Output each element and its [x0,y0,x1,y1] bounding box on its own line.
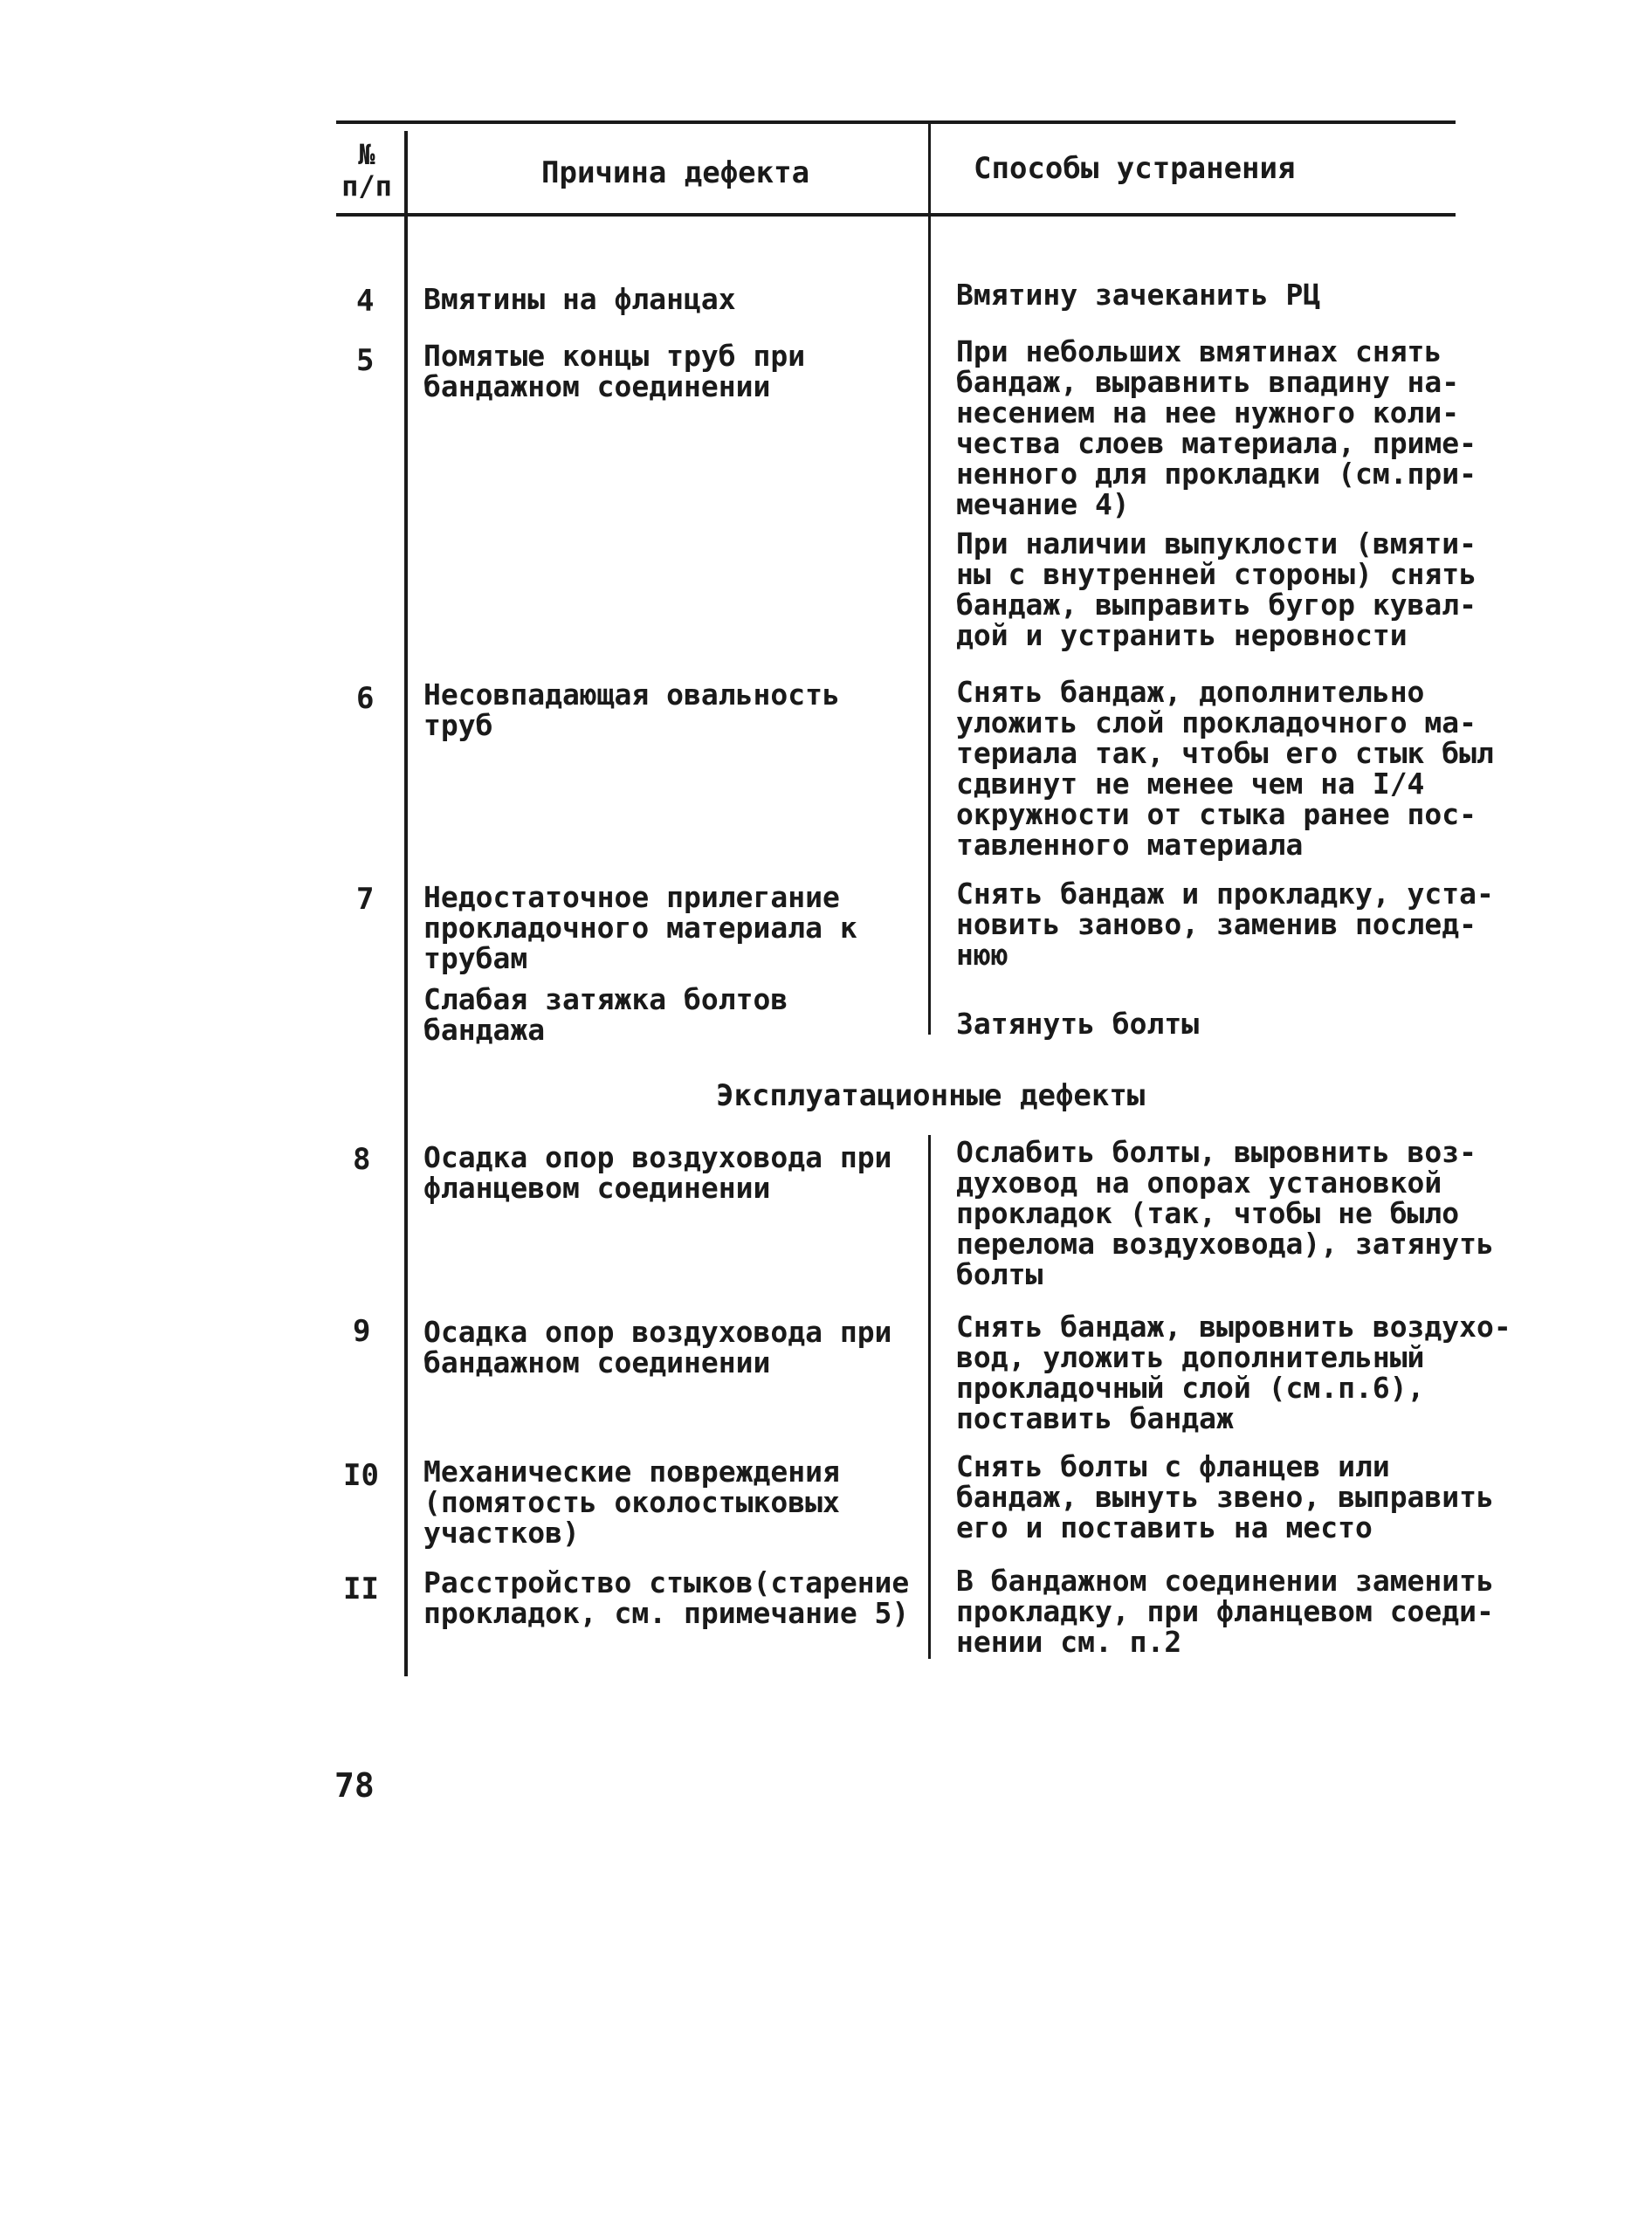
row-cause: Механические повреждения (помятость околостыковых участков) [423,1455,840,1550]
row-number: 9 [353,1314,371,1349]
row-remedy: При небольших вмятинах снять бандаж, выравнить впадину на- несением на нее нужного коли- чества слоев материала, приме- ненного для прокладки (см.при- мечание 4) [956,334,1477,521]
row-remedy: В бандажном соединении заменить прокладку, при фланцевом соеди- нении см. п.2 [956,1564,1494,1659]
row-number: 6 [356,681,375,716]
column-divider-1 [404,131,408,1676]
row-remedy: Ослабить болты, выровнить воз- духовод на опорах установкой прокладок (так, чтобы не было перелома воздуховода), затянуть болты [956,1135,1494,1291]
row-cause: Осадка опор воздуховода при фланцевом соединении [423,1140,892,1205]
row-number: II [343,1572,379,1606]
row-remedy: При наличии выпуклости (вмяти- ны с внутренней стороны) снять бандаж, выправить бугор кувал- дой и устранить неровности [956,526,1477,652]
header-remedy: Способы устранения [974,151,1296,186]
header-cause: Причина дефекта [541,155,810,190]
table-top-rule [336,120,1456,124]
header-number-symbol: № [358,138,375,171]
row-number: 4 [356,284,375,319]
row-cause: Осадка опор воздуховода при бандажном соединении [423,1315,892,1379]
column-divider-2-lower [928,1135,931,1659]
table-header-rule [336,213,1456,217]
section-title: Эксплуатационные дефекты [716,1078,1146,1113]
row-number: 5 [356,343,375,378]
row-remedy: Вмятину зачеканить РЦ [956,278,1321,312]
row-number: 8 [353,1142,371,1177]
row-cause: Слабая затяжка болтов бандажа [423,982,788,1047]
row-remedy: Снять бандаж и прокладку, уста- новить заново, заменив послед- нюю [956,877,1494,972]
row-cause: Помятые концы труб при бандажном соединении [423,339,806,403]
column-divider-2-upper [928,122,931,1035]
row-number: 7 [356,882,375,917]
row-remedy: Затянуть болты [956,1007,1200,1041]
row-cause: Недостаточное прилегание прокладочного материала к трубам [423,880,857,975]
row-remedy: Снять болты с фланцев или бандаж, вынуть звено, выправить его и поставить на место [956,1449,1494,1544]
row-number: I0 [343,1458,379,1493]
header-number-label: п/п [341,169,392,203]
row-cause: Несовпадающая овальность труб [423,678,840,742]
row-cause: Вмятины на фланцах [423,282,736,316]
row-remedy: Снять бандаж, дополнительно уложить слой прокладочного ма- териала так, чтобы его стык был сдвинут не менее чем на I/4 окружности от стыка ранее пос- тавленного материала [956,675,1494,862]
row-cause: Расстройство стыков(старение прокладок, см. примечание 5) [423,1565,910,1630]
page-number: 78 [334,1766,375,1805]
row-remedy: Снять бандаж, выровнить воздухо- вод, уложить дополнительный прокладочный слой (см.п.6), поставить бандаж [956,1310,1511,1435]
